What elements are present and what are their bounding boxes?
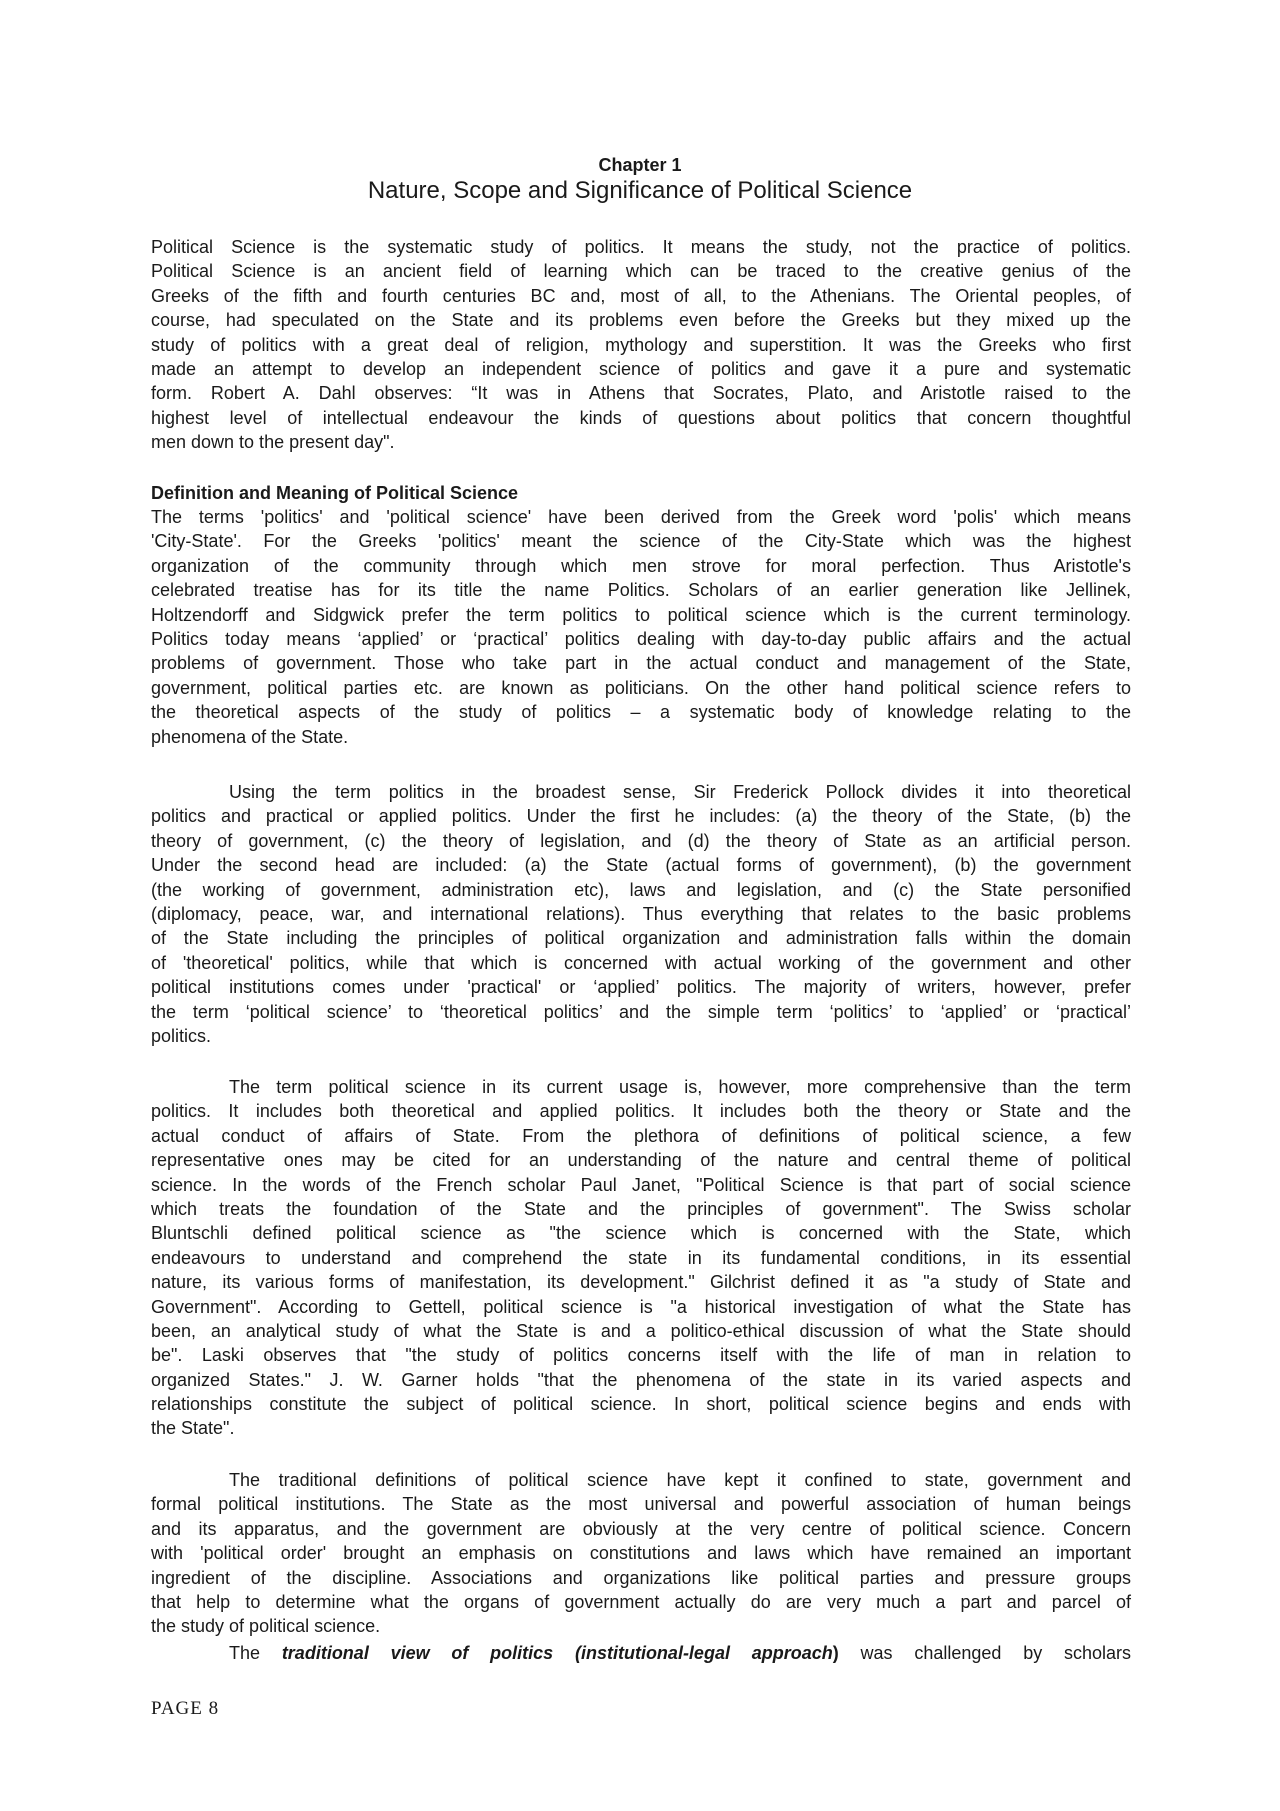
text-line: problems of government. Those who take part in the actual conduct and management of the State, (151, 653, 1131, 674)
text-line: that help to determine what the organs of government actually do are very much a part and parcel of (151, 1591, 1131, 1612)
text-line: Holtzendorff and Sidgwick prefer the term politics to political science which is the current terminology. (151, 604, 1131, 625)
chapter-label: Chapter 1 (598, 155, 682, 175)
text-line: 'City-State'. For the Greeks 'politics' meant the science of the City-State which was the highest (151, 531, 1131, 552)
text-line: phenomena of the State. (151, 726, 349, 747)
paragraph-intro (151, 235, 1131, 455)
text-line: politics. It includes both theoretical and applied politics. It includes both the theory or State and the (151, 1101, 1131, 1122)
text-line: the theoretical aspects of the study of politics – a systematic body of knowledge relating to the (151, 702, 1131, 723)
section-heading: Definition and Meaning of Political Science (151, 483, 519, 503)
text-line: the State". (151, 1418, 235, 1439)
text-line: course, had speculated on the State and its problems even before the Greeks but they mixed up the (151, 310, 1131, 331)
text-line: men down to the present day". (151, 432, 395, 453)
text-line: Political Science is an ancient field of learning which can be traced to the creative genius of the (151, 261, 1131, 282)
text-line: Politics today means ‘applied’ or ‘practical’ politics dealing with day-to-day public affairs and the actual (151, 628, 1131, 649)
text-line: representative ones may be cited for an understanding of the nature and central theme of political (151, 1150, 1131, 1171)
text-line: endeavours to understand and comprehend the state in its fundamental conditions, in its essential (151, 1247, 1131, 1268)
text-line: celebrated treatise has for its title the name Politics. Scholars of an earlier generation like Jellinek, (151, 580, 1131, 601)
paragraph-challenge (151, 1641, 1131, 1665)
paragraph-definition (151, 505, 1131, 749)
text-line: government, political parties etc. are known as politicians. On the other hand political science refers to (151, 677, 1131, 698)
text-run: was challenged by scholars (838, 1643, 1132, 1663)
text-line (151, 1641, 1131, 1665)
text-line: organization of the community through which men strove for moral perfection. Thus Aristotle's (151, 555, 1131, 576)
text-line: The term political science in its current usage is, however, more comprehensive than the term (229, 1077, 1131, 1097)
text-line: formal political institutions. The State as the most universal and powerful association of human beings (151, 1494, 1131, 1515)
text-line: politics. (151, 1025, 212, 1046)
text-line: of 'theoretical' politics, while that which is concerned with actual working of the government and other (151, 952, 1131, 973)
text-line: Political Science is the systematic study of politics. It means the study, not the practice of politics. (151, 237, 1131, 257)
text-line: study of politics with a great deal of religion, mythology and superstition. It was the Greeks who first (151, 334, 1131, 355)
text-line: and its apparatus, and the government are obviously at the very centre of political science. Concern (151, 1518, 1131, 1539)
text-line: Greeks of the fifth and fourth centuries BC and, most of all, to the Athenians. The Oriental peoples, of (151, 285, 1131, 306)
text-line: organized States." J. W. Garner holds "that the phenomena of the state in its varied aspects and (151, 1369, 1131, 1390)
paragraph-pollock (151, 780, 1131, 1048)
text-line: relationships constitute the subject of political science. In short, political science begins and ends with (151, 1394, 1131, 1415)
text-line: the term ‘political science’ to ‘theoretical politics’ and the simple term ‘politics’ to ‘applied’ or ‘practical’ (151, 1001, 1131, 1022)
text-line: politics and practical or applied politics. Under the first he includes: (a) the theory of the State, (b) the (151, 806, 1131, 827)
paragraph-comprehensive (151, 1075, 1131, 1441)
text-line: be". Laski observes that "the study of politics concerns itself with the life of man in relation to (151, 1345, 1131, 1366)
text-line: of the State including the principles of political organization and administration falls within the domain (151, 928, 1131, 949)
page-number: PAGE 8 (151, 1698, 220, 1719)
text-line: Under the second head are included: (a) the State (actual forms of government), (b) the government (151, 855, 1131, 876)
text-line: The terms 'politics' and 'political science' have been derived from the Greek word 'polis' which means (151, 507, 1131, 527)
emphasis-close: ) (832, 1643, 839, 1663)
chapter-title: Nature, Scope and Significance of Political Science (367, 177, 913, 204)
text-line: the study of political science. (151, 1616, 381, 1637)
text-line: actual conduct of affairs of State. From the plethora of definitions of political science, a few (151, 1125, 1131, 1146)
text-line: (diplomacy, peace, war, and international relations). Thus everything that relates to the basic problems (151, 903, 1131, 924)
text-line: made an attempt to develop an independent science of politics and gave it a pure and systematic (151, 358, 1131, 379)
text-line: (the working of government, administration etc), laws and legislation, and (c) the State personified (151, 879, 1131, 900)
text-line: highest level of intellectual endeavour the kinds of questions about politics that concern thoughtful (151, 407, 1131, 428)
text-line: political institutions comes under 'practical' or ‘applied’ politics. The majority of writers, however, prefer (151, 977, 1131, 998)
emphasis-text (282, 1643, 839, 1663)
text-line: science. In the words of the French scholar Paul Janet, "Political Science is that part of social science (151, 1174, 1131, 1195)
text-line: ingredient of the discipline. Associations and organizations like political parties and pressure groups (151, 1567, 1131, 1588)
text-line: form. Robert A. Dahl observes: “It was in Athens that Socrates, Plato, and Aristotle raised to the (151, 383, 1131, 404)
text-line: Using the term politics in the broadest sense, Sir Frederick Pollock divides it into theoretical (229, 782, 1131, 802)
paragraph-traditional (151, 1468, 1131, 1639)
emphasis-italic: traditional view of politics (institutional-legal approach (281, 1643, 833, 1663)
text-line: been, an analytical study of what the State is and a politico-ethical discussion of what the State should (151, 1320, 1131, 1341)
text-line: theory of government, (c) the theory of legislation, and (d) the theory of State as an artificial person. (151, 830, 1131, 851)
text-line: Bluntschli defined political science as "the science which is concerned with the State, which (151, 1223, 1131, 1244)
text-line: which treats the foundation of the State and the principles of government". The Swiss scholar (151, 1198, 1131, 1219)
text-line: nature, its various forms of manifestation, its development." Gilchrist defined it as "a study of State and (151, 1272, 1131, 1293)
text-line: Government". According to Gettell, political science is "a historical investigation of what the State has (151, 1296, 1131, 1317)
text-line: with 'political order' brought an emphasis on constitutions and laws which have remained an important (151, 1543, 1131, 1564)
text-line: The traditional definitions of political science have kept it confined to state, government and (229, 1470, 1131, 1490)
text-run: The (229, 1643, 282, 1663)
